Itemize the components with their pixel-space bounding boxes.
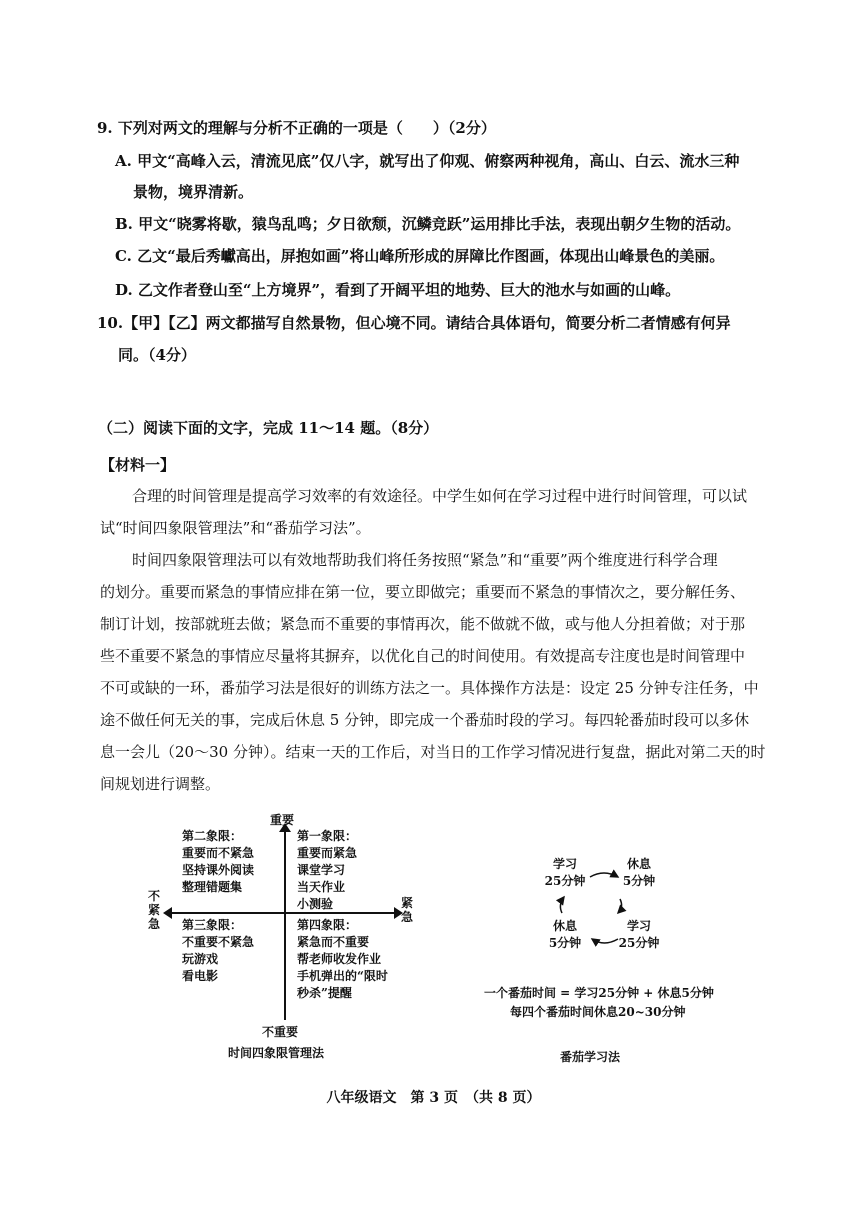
horizontal-axis — [170, 912, 396, 914]
axis-label-not-important: 不重要 — [262, 1025, 299, 1039]
para2-line1: 时间四象限管理法可以有效地帮助我们将任务按照“紧急”和“重要”两个维度进行科学合理 — [132, 551, 718, 569]
q9-option-a-line1: A. 甲文“高峰入云，清流见底”仅八字，就写出了仰观、俯察两种视角，高山、白云、流水三种 — [115, 152, 740, 170]
para2-line7: 息一会儿（20～30 分钟）。结束一天的工作后，对当日的工作学习情况进行复盘，据此对第二天的时 — [100, 743, 766, 761]
pomodoro-note-2: 每四个番茄时间休息20~30分钟 — [510, 1005, 686, 1019]
axis-label-important: 重要 — [270, 813, 295, 827]
para2-line5: 不可或缺的一环，番茄学习法是很好的训练方法之一。具体操作方法是：设定 25 分钟专注任务，中 — [100, 679, 759, 697]
axis-label-urgent: 紧急 — [401, 896, 414, 924]
pomodoro-rest-bottom: 休息 5分钟 — [548, 919, 582, 950]
section-2-heading: （二）阅读下面的文字，完成 11～14 题。（8分） — [98, 419, 439, 437]
para2-line6: 途不做任何无关的事，完成后休息 5 分钟，即完成一个番茄时段的学习。每四轮番茄时段可以多休 — [100, 711, 750, 729]
para2-line3: 制订计划，按部就班去做；紧急而不重要的事情再次，能不做就不做，或与他人分担着做；对于那 — [100, 615, 746, 633]
quadrant-1: 第一象限： 重要而紧急 课堂学习 当天作业 小测验 — [297, 829, 358, 911]
pomodoro-rest-top: 休息 5分钟 — [622, 857, 656, 888]
q9-option-a-line2: 景物，境界清新。 — [133, 183, 254, 201]
pomodoro-caption: 番茄学习法 — [560, 1050, 621, 1064]
question-9-stem: 9. 下列对两文的理解与分析不正确的一项是（ ）（2分） — [97, 119, 496, 137]
quadrant-2: 第二象限： 重要而不紧急 坚持课外阅读 整理错题集 — [182, 829, 255, 894]
para2-line4: 些不重要不紧急的事情应尽量将其摒弃，以优化自己的时间使用。有效提高专注度也是时间管理中 — [100, 647, 746, 665]
pomodoro-note-1: 一个番茄时间 = 学习25分钟 + 休息5分钟 — [484, 986, 714, 1000]
axis-label-not-urgent: 不紧急 — [148, 889, 161, 931]
para2-line2: 的划分。重要而紧急的事情应排在第一位，要立即做完；重要而不紧急的事情次之，要分解任务、 — [100, 583, 746, 601]
para2-line8: 间规划进行调整。 — [100, 775, 221, 793]
para1-line1: 合理的时间管理是提高学习效率的有效途径。中学生如何在学习过程中进行时间管理，可以试 — [132, 487, 748, 505]
arrow-left-icon — [163, 907, 172, 919]
pomodoro-study-bottom: 学习 25分钟 — [618, 919, 660, 950]
quadrant-caption: 时间四象限管理法 — [228, 1046, 325, 1060]
para1-line2: 试“时间四象限管理法”和“番茄学习法”。 — [100, 519, 371, 537]
question-10-line2: 同。（4分） — [118, 346, 196, 364]
material-1-label: 【材料一】 — [100, 456, 176, 474]
q9-option-d: D. 乙文作者登山至“上方境界”，看到了开阔平坦的地势、巨大的池水与如画的山峰。 — [115, 281, 681, 299]
vertical-axis — [284, 830, 286, 1020]
q9-option-c: C. 乙文“最后秀巘高出，屏抱如画”将山峰所形成的屏障比作图画，体现出山峰景色的美丽。 — [115, 247, 725, 265]
q9-option-b: B. 甲文“晓雾将歇，猿鸟乱鸣；夕日欲颓，沉鳞竞跃”运用排比手法，表现出朝夕生物的活动。 — [115, 215, 741, 233]
quadrant-4: 第四象限： 紧急而不重要 帮老师收发作业 手机弹出的“限时 秒杀”提醒 — [297, 918, 388, 1000]
question-10-line1: 10.【甲】【乙】两文都描写自然景物，但心境不同。请结合具体语句，简要分析二者情感有何异 — [97, 314, 731, 332]
quadrant-3: 第三象限： 不重要不紧急 玩游戏 看电影 — [182, 918, 255, 983]
pomodoro-study-top: 学习 25分钟 — [544, 857, 586, 888]
page-footer: 八年级语文 第 3 页 （共 8 页） — [326, 1090, 541, 1106]
cycle-arrows-icon — [540, 855, 670, 955]
